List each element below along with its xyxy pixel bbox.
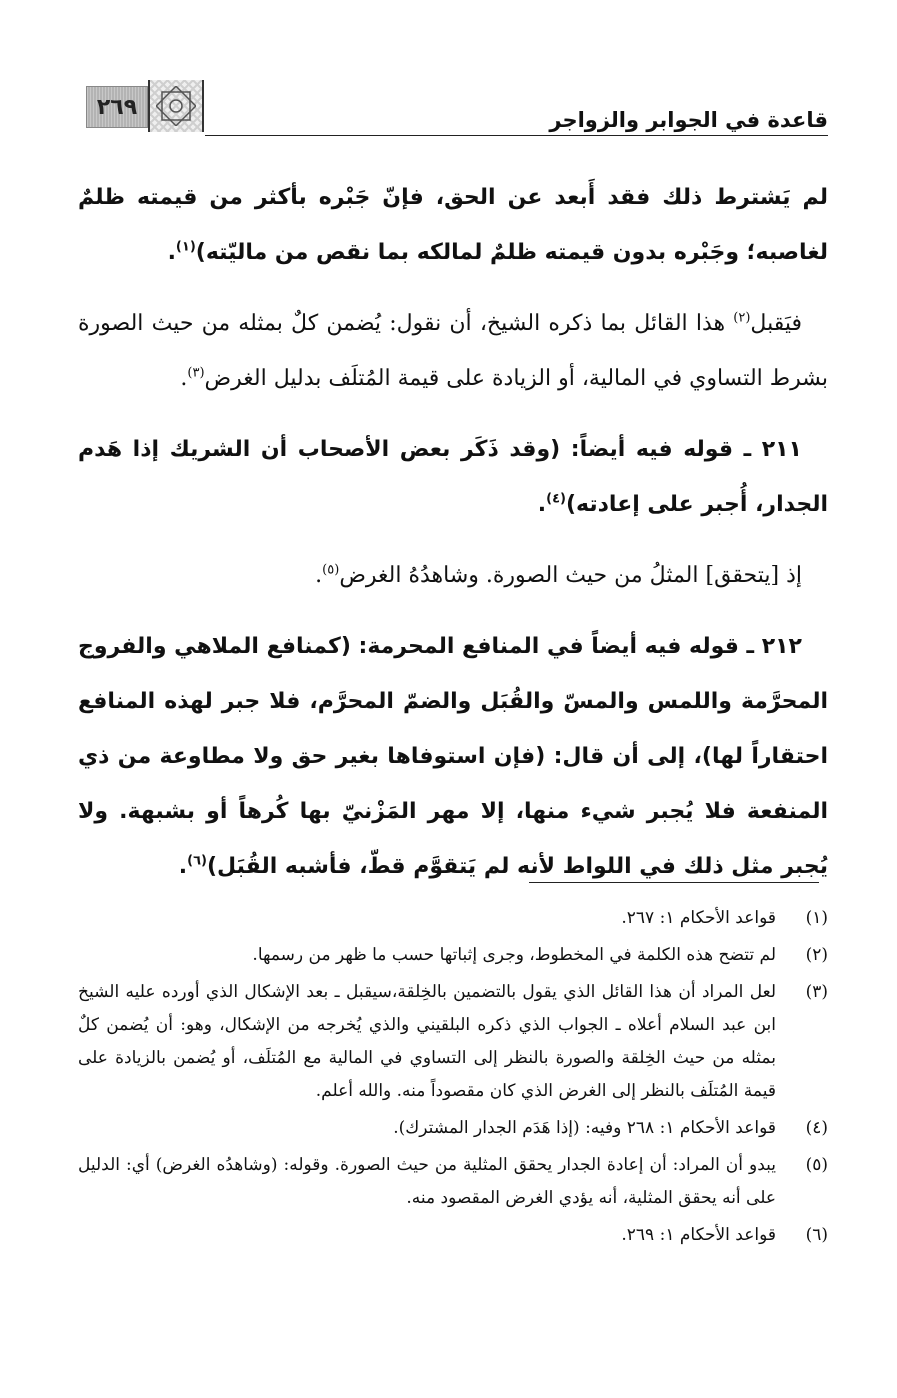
footnote: [78, 1149, 828, 1215]
main-text: [78, 170, 828, 910]
page-header: [78, 78, 828, 138]
footnote: [78, 902, 828, 935]
footnote-number: (١): [805, 908, 828, 928]
paragraph-4: إذ [يتحقق] المثلُ من حيث الصورة. وشاهدُهُ الغرض$^{(٥)}$.: [315, 562, 802, 588]
ornament-icon: [148, 80, 204, 132]
footnote-separator: [529, 882, 819, 883]
footnote-text: لم تتضح هذه الكلمة في المخطوط، وجرى إثباتها حسب ما ظهر من رسمها.: [252, 945, 776, 965]
footnote-text: قواعد الأحكام ١: ٢٦٨ وفيه: (إذا هَدَم الجدار المشترك).: [393, 1118, 776, 1138]
footnote-number: (٤): [805, 1118, 828, 1138]
footnote-ref-3[interactable]: (٣): [187, 365, 205, 381]
footnote-ref-5[interactable]: (٥): [322, 562, 340, 578]
footnote: [78, 976, 828, 1108]
footnote-ref-1[interactable]: (١): [175, 239, 196, 255]
footnote-text: قواعد الأحكام ١: ٢٦٧.: [621, 908, 776, 928]
footnote-ref-6[interactable]: (٦): [187, 853, 207, 869]
footnote-text: لعل المراد أن هذا القائل الذي يقول بالتضمين بالخِلقة،سيقبل ـ بعد الإشكال الذي أورده عليه الشيخ ابن عبد السلام أعلاه ـ الجواب الذي ذكره البلقيني والذي يُخرجه من الإشكال، وهو: أن يُضمن كلٌ بمثله من حيث الخِلقة والصورة بالنظر إلى التساوي في المالية مع المُتلَف، أو يُضمن بالزيادة على قيمة المُتلَف بالنظر إلى الغرض الذي كان مقصوداً منه. والله أعلم.: [78, 982, 776, 1101]
footnote-text: قواعد الأحكام ١: ٢٦٩.: [621, 1225, 776, 1245]
footnotes: [78, 902, 828, 1256]
running-title: قاعدة في الجوابر والزواجر: [549, 108, 828, 132]
footnote-number: (٢): [805, 945, 828, 965]
footnote: [78, 939, 828, 972]
footnote-number: (٣): [805, 982, 828, 1002]
footnote-ref-4[interactable]: (٤): [546, 491, 566, 507]
footnote-number: (٦): [805, 1225, 828, 1245]
footnote: [78, 1219, 828, 1252]
page-number: ٢٦٩: [86, 86, 148, 128]
footnote-ref-2[interactable]: (٢): [733, 310, 751, 326]
paragraph-3: ٢١١ ـ قوله فيه أيضاً: (وقد ذَكَر بعض الأصحاب أن الشريك إذا هَدم الجدار، أُجبر على إعادته)$^{(٤)}$.: [78, 437, 828, 517]
header-rule: [205, 135, 828, 136]
footnote-number: (٥): [805, 1155, 828, 1175]
paragraph-2: فيَقبل$^{(٢)}$ هذا القائل بما ذكره الشيخ، أن نقول: يُضمن كلٌ بمثله من حيث الصورة بشرط التساوي في المالية، أو الزيادة على قيمة المُتلَف بدليل الغرض$^{(٣)}$.: [78, 310, 828, 391]
footnote-text: يبدو أن المراد: أن إعادة الجدار يحقق المثلية من حيث الصورة. وقوله: (وشاهدُه الغرض) أي: الدليل على أنه يحقق المثلية، أنه يؤدي الغرض المقصود منه.: [78, 1155, 776, 1208]
paragraph-5: ٢١٢ ـ قوله فيه أيضاً في المنافع المحرمة: (كمنافع الملاهي والفروج المحرَّمة واللمس والمسّ والقُبَل والضمّ المحرَّم، فلا جبر لهذه المنافع احتقاراً لها)، إلى أن قال: (فإن استوفاها بغير حق ولا مطاوعة من ذي المنفعة فلا يُجبر شيء منها، إلا مهر المَزْنيّ بها كُرهاً أو بشبهة. ولا يُجبر مثل ذلك في اللواط لأنه لم يَتقوَّم قطّ، فأشبه القُبَل)$^{(٦)}$.: [78, 634, 828, 879]
footnote: [78, 1112, 828, 1145]
paragraph-1: لم يَشترط ذلك فقد أَبعد عن الحق، فإنّ جَبْره بأكثر من قيمته ظلمٌ لغاصبه؛ وجَبْره بدون قيمته ظلمٌ لمالكه بما نقص من ماليّته)$^{(١)}$.: [78, 185, 828, 265]
